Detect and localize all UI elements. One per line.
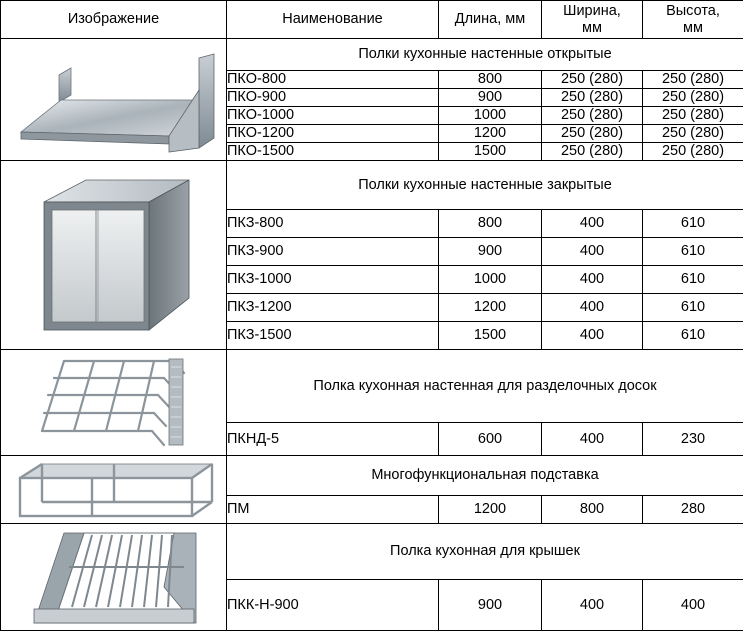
group-title-open-shelves: Полки кухонные настенные открытые — [227, 39, 743, 71]
cell-length: 1200 — [439, 294, 542, 322]
cell-height: 250 (280) — [643, 143, 743, 161]
cell-name: ПКЗ-800 — [227, 210, 439, 238]
cell-length: 800 — [439, 210, 542, 238]
cell-height: 250 (280) — [643, 89, 743, 107]
header-width-line2: мм — [582, 19, 602, 36]
cell-name: ПКНД-5 — [227, 423, 439, 456]
cell-height: 250 (280) — [643, 125, 743, 143]
group-row-closed-shelves — [1, 161, 743, 210]
header-width-line1: Ширина, — [563, 2, 621, 19]
cell-length: 1200 — [439, 125, 542, 143]
table-header-row — [1, 1, 743, 39]
cell-name: ПКО-900 — [227, 89, 439, 107]
cell-width: 800 — [542, 496, 643, 524]
cell-length: 1000 — [439, 107, 542, 125]
group-title-stand: Многофункциональная подставка — [227, 456, 743, 496]
stand-frame-icon — [14, 460, 214, 520]
cell-name: ПКК-Н-900 — [227, 580, 439, 631]
header-height-line2: мм — [683, 19, 703, 36]
cell-height: 610 — [643, 238, 743, 266]
group-row-open-shelves — [1, 39, 743, 71]
closed-wall-cabinet-image — [1, 161, 227, 350]
cell-name: ПКЗ-1500 — [227, 322, 439, 350]
cutting-board-rack-image — [1, 350, 227, 456]
cell-name: ПКЗ-1000 — [227, 266, 439, 294]
group-title-lid-rack: Полка кухонная для крышек — [227, 524, 743, 580]
cell-width: 400 — [542, 294, 643, 322]
cell-length: 900 — [439, 89, 542, 107]
lid-rack-image — [1, 524, 227, 631]
cell-height: 250 (280) — [643, 71, 743, 89]
cell-length: 1200 — [439, 496, 542, 524]
cell-width: 400 — [542, 423, 643, 456]
cell-height: 400 — [643, 580, 743, 631]
header-width — [542, 1, 643, 39]
cell-width: 400 — [542, 210, 643, 238]
cell-length: 1000 — [439, 266, 542, 294]
cell-name: ПКО-1500 — [227, 143, 439, 161]
group-row-cutting-board-rack — [1, 350, 743, 423]
cell-length: 900 — [439, 238, 542, 266]
cell-name: ПКЗ-900 — [227, 238, 439, 266]
lid-rack-icon — [24, 527, 204, 627]
group-row-lid-rack — [1, 524, 743, 580]
cell-width: 250 (280) — [542, 89, 643, 107]
cell-width: 250 (280) — [542, 125, 643, 143]
cell-length: 600 — [439, 423, 542, 456]
group-row-stand — [1, 456, 743, 496]
cutting-board-rack-icon — [34, 353, 194, 453]
cell-name: ПКО-800 — [227, 71, 439, 89]
header-height — [643, 1, 743, 39]
cell-length: 800 — [439, 71, 542, 89]
cell-height: 610 — [643, 322, 743, 350]
cell-name: ПКО-1000 — [227, 107, 439, 125]
header-height-line1: Высота, — [666, 2, 720, 19]
closed-wall-cabinet-icon — [34, 170, 194, 340]
header-length: Длина, мм — [439, 1, 542, 39]
cell-height: 610 — [643, 210, 743, 238]
header-image: Изображение — [1, 1, 227, 39]
group-title-cutting-board-rack: Полка кухонная настенная для разделочных досок — [227, 350, 743, 423]
cell-name: ПКЗ-1200 — [227, 294, 439, 322]
open-wall-shelf-image — [1, 39, 227, 161]
cell-length: 900 — [439, 580, 542, 631]
cell-height: 230 — [643, 423, 743, 456]
cell-height: 250 (280) — [643, 107, 743, 125]
cell-width: 400 — [542, 266, 643, 294]
header-name: Наименование — [227, 1, 439, 39]
open-wall-shelf-icon — [9, 40, 219, 160]
cell-name: ПМ — [227, 496, 439, 524]
cell-width: 250 (280) — [542, 71, 643, 89]
cell-width: 400 — [542, 580, 643, 631]
cell-length: 1500 — [439, 143, 542, 161]
cell-name: ПКО-1200 — [227, 125, 439, 143]
cell-width: 250 (280) — [542, 143, 643, 161]
cell-length: 1500 — [439, 322, 542, 350]
cell-height: 610 — [643, 294, 743, 322]
cell-height: 610 — [643, 266, 743, 294]
stand-frame-image — [1, 456, 227, 524]
cell-width: 250 (280) — [542, 107, 643, 125]
group-title-closed-shelves: Полки кухонные настенные закрытые — [227, 161, 743, 210]
cell-width: 400 — [542, 322, 643, 350]
cell-width: 400 — [542, 238, 643, 266]
cell-height: 280 — [643, 496, 743, 524]
